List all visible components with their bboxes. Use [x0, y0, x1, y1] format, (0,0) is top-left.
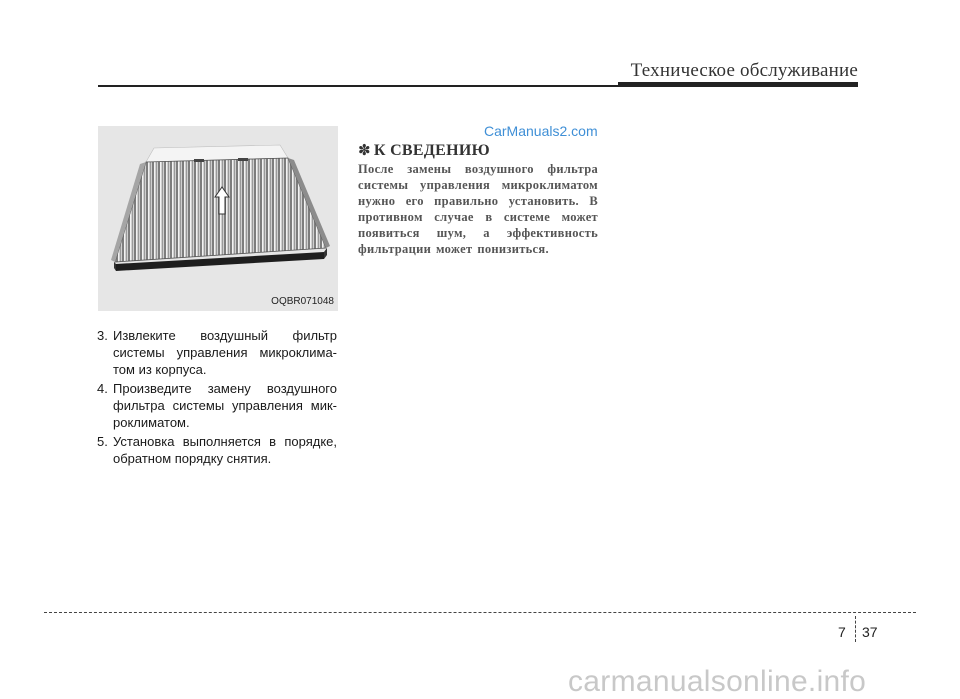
footer-rule — [44, 612, 916, 613]
page-number-divider — [855, 616, 856, 642]
air-filter-drawing — [98, 126, 338, 311]
step-item — [97, 380, 337, 431]
step-number: 4. — [97, 381, 108, 396]
step-text: Извлеките воздушный фильтр системы управления микроклима-том из корпуса. — [113, 328, 337, 377]
chapter-number: 7 — [838, 624, 846, 640]
asterisk-icon: ✽ — [358, 141, 371, 159]
figure-code: OQBR071048 — [271, 296, 334, 307]
step-text: Установка выполняется в порядке, обратном порядку снятия. — [113, 434, 337, 466]
step-item — [97, 327, 337, 378]
instruction-steps — [97, 327, 337, 469]
note-title-text: К СВЕДЕНИЮ — [373, 142, 490, 159]
step-text: Произведите замену воздушного фильтра системы управления мик-роклиматом. — [113, 381, 337, 430]
step-number: 5. — [97, 434, 108, 449]
site-watermark: carmanualsonline.info — [568, 665, 867, 698]
carmanuals-watermark: CarManuals2.com — [484, 123, 598, 139]
header-rule-accent — [618, 82, 858, 87]
step-number: 3. — [97, 328, 108, 343]
note-heading — [358, 141, 490, 160]
page-number: 37 — [862, 624, 878, 640]
cabin-air-filter-illustration — [98, 126, 338, 311]
note-body: После замены воздушного фильтра системы управления микроклиматом нужно его правильно установить. В противном случае в системе может появиться шум, а эффективность фильтрации может понизиться. — [358, 162, 598, 256]
step-item — [97, 433, 337, 467]
page-header-title: Техническое обслуживание — [630, 60, 858, 81]
